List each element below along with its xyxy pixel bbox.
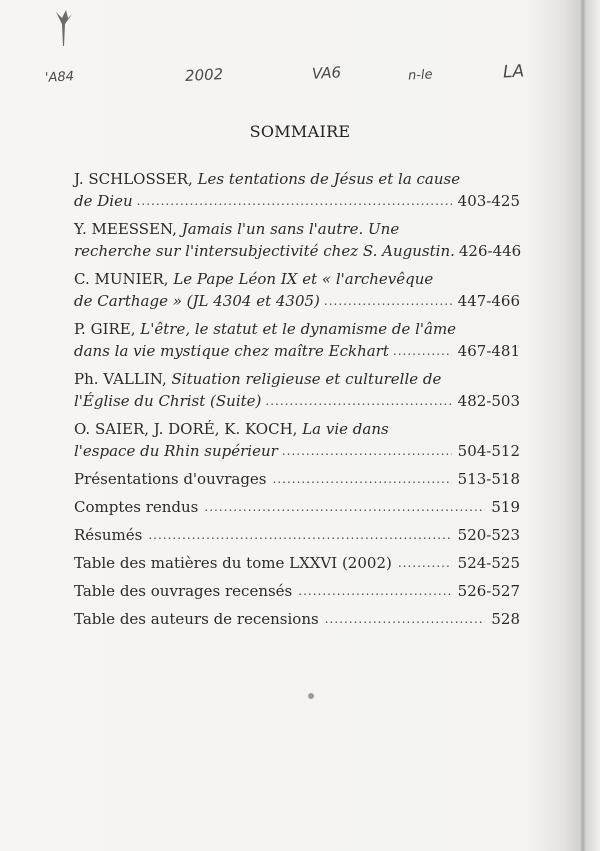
ink-blot-icon [52,6,74,50]
toc-entry [74,218,520,262]
toc-entry [74,368,520,412]
entry-title-cont: de Dieu [74,192,133,210]
entry-author: J. SCHLOSSER, [74,170,193,188]
section-label: Table des ouvrages recensés [74,582,293,600]
entry-pages: 467-481 [457,342,520,360]
entry-author: P. GIRE, [74,320,136,338]
entry-title: L'être, le statut et le dynamisme de l'âme [140,320,457,338]
leader-dots [324,290,452,312]
toc-section [74,552,520,574]
section-pages: 520-523 [457,526,520,544]
leader-dots [265,390,451,412]
toc-entry [74,268,520,312]
leader-dots [137,190,452,212]
entry-title: La vie dans [302,420,389,438]
annotation-0: 'A84 [44,69,75,86]
page-title: SOMMAIRE [249,122,351,141]
section-label: Table des matières du tome LXXVI (2002) [74,554,392,572]
annotation-2: VA6 [311,63,342,83]
entry-title-cont: recherche sur l'intersubjectivité chez S. Augustin. [74,242,455,260]
section-pages: 526-527 [457,582,520,600]
toc-section [74,608,520,630]
entry-pages: 447-466 [457,292,520,310]
section-label: Présentations d'ouvrages [74,470,267,488]
leader-dots [148,524,451,546]
leader-dots [325,608,486,630]
toc-section [74,468,520,490]
section-label: Résumés [74,526,143,544]
toc-section [74,524,520,546]
leader-dots [282,440,452,462]
entry-title: Situation religieuse et culturelle de [171,370,442,388]
entry-pages: 504-512 [457,442,520,460]
section-label: Table des auteurs de recensions [74,610,319,628]
annotation-4: LA [502,61,525,83]
handwritten-annotations [0,60,600,100]
section-pages: 519 [491,498,520,516]
entry-pages: 403-425 [457,192,520,210]
entry-title: Le Pape Léon IX et « l'archevêque [173,270,434,288]
entry-title: Les tentations de Jésus et la cause [197,170,461,188]
entry-pages: 426-446 [458,242,522,260]
entry-title-cont: l'Église du Christ (Suite) [74,392,262,410]
entry-author: O. SAIER, J. DORÉ, K. KOCH, [74,420,298,438]
annotation-3: n-le [407,67,433,84]
annotation-1: 2002 [184,65,224,85]
entry-pages: 482-503 [457,392,520,410]
leader-dots [398,552,452,574]
section-pages: 528 [491,610,520,628]
leader-dots [273,468,452,490]
leader-dots [204,496,485,518]
toc-entry [74,418,520,462]
section-pages: 524-525 [457,554,520,572]
entry-author: Ph. VALLIN, [74,370,167,388]
entry-title-cont: l'espace du Rhin supérieur [74,442,278,460]
toc-section [74,496,520,518]
leader-dots [393,340,452,362]
toc-entry [74,318,520,362]
entry-author: C. MUNIER, [74,270,169,288]
section-pages: 513-518 [457,470,520,488]
leader-dots [298,580,451,602]
entry-title-cont: de Carthage » (JL 4304 et 4305) [74,292,320,310]
entry-title-cont: dans la vie mystique chez maître Eckhart [74,342,389,360]
toc-entry [74,168,520,212]
entry-author: Y. MEESSEN, [74,220,177,238]
table-of-contents [74,168,520,636]
ink-speck-icon [308,693,314,699]
toc-section [74,580,520,602]
section-label: Comptes rendus [74,498,199,516]
entry-title: Jamais l'un sans l'autre. Une [181,220,400,238]
